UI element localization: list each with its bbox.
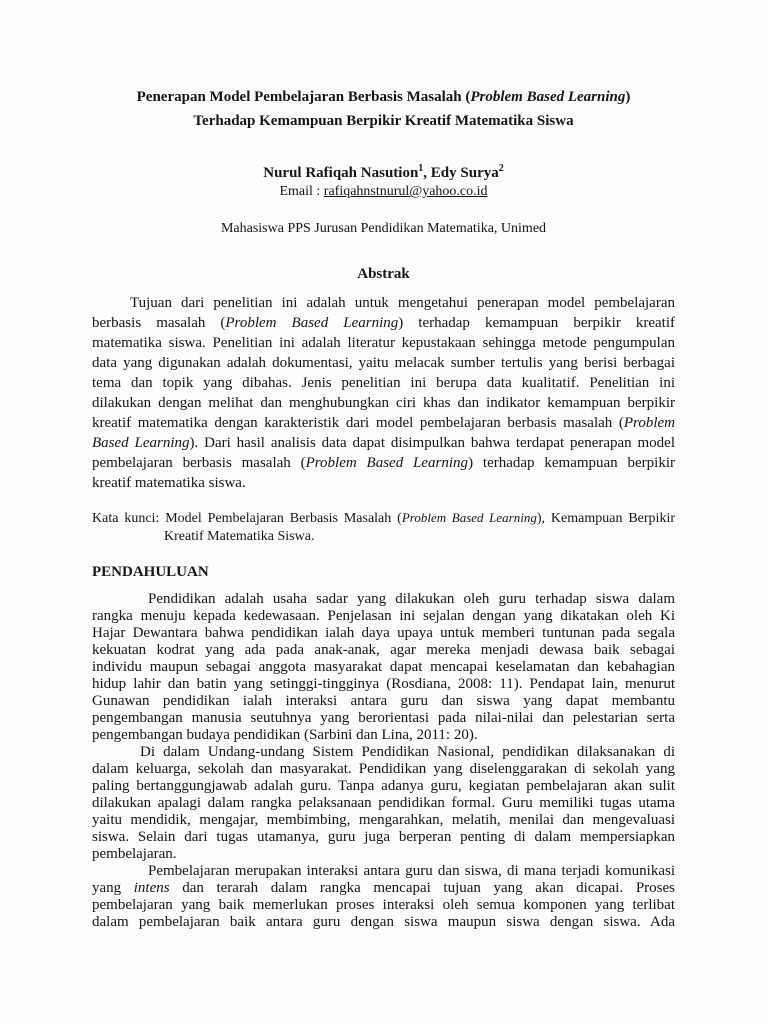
section-body <box>92 591 675 931</box>
body-line <box>92 880 675 897</box>
abstract-line <box>92 393 675 413</box>
text-run: Penerapan Model Pembelajaran Berbasis Masalah ( <box>136 89 471 105</box>
text-run: Pembelajaran merupakan interaksi antara guru dan siswa, di mana terjadi komunikasi <box>148 863 675 879</box>
title-line <box>92 85 675 109</box>
text-run: tema dan topik yang dibahas. Jenis penelitian ini berupa data kualitatif. Penelitian ini <box>92 375 675 391</box>
text-run: Pendidikan adalah usaha sadar yang dilakukan oleh guru terhadap siswa dalam <box>148 591 675 607</box>
body-line <box>92 710 675 727</box>
abstract-line <box>92 473 675 493</box>
text-run: pengembangan budaya pendidikan (Sarbini dan Lina, 2011: 20). <box>92 727 478 743</box>
body-paragraph <box>92 591 675 744</box>
text-run: kreatif matematika dengan karakteristik dari model pembelajaran berbasis masalah ( <box>92 415 624 431</box>
italic-term: Based Learning <box>92 435 190 451</box>
author-line <box>92 164 675 182</box>
author-name: Nurul Rafiqah Nasution <box>263 165 419 181</box>
abstract-line <box>92 453 675 473</box>
italic-term: Problem Based Learning <box>305 455 469 471</box>
body-line <box>92 676 675 693</box>
text-run: individu maupun sebagai anggota masyarakat dapat mencapai keselamatan dan kebahagian <box>92 659 675 675</box>
italic-term: intens <box>133 880 170 896</box>
text-run: pembelajaran berbasis masalah ( <box>92 455 306 471</box>
text-run: Tujuan dari penelitian ini adalah untuk mengetahui penerapan model pembelajaran <box>130 295 675 311</box>
abstract-line <box>92 353 675 373</box>
abstract-heading: Abstrak <box>357 266 410 282</box>
body-line <box>92 727 675 744</box>
body-line <box>92 846 675 863</box>
body-line <box>92 778 675 795</box>
text-run: hidup lahir dan batin yang setinggi-tingginya (Rosdiana, 2008: 11). Pendapat lain, menurut <box>92 676 675 692</box>
text-run: dan terarah dalam rangka mencapai tujuan yang akan dicapai. Proses <box>169 880 675 896</box>
abstract-line <box>92 293 675 313</box>
text-run: Di dalam Undang-undang Sistem Pendidikan Nasional, pendidikan dilaksanakan di <box>140 744 675 760</box>
body-line <box>92 625 675 642</box>
abstract-text <box>92 293 675 493</box>
text-run: Kata kunci: Model Pembelajaran Berbasis Masalah ( <box>92 511 402 526</box>
affiliation-mark: 1 <box>418 163 424 174</box>
abstract-line <box>92 333 675 353</box>
paper-title <box>92 85 675 133</box>
author-separator: , <box>423 165 431 181</box>
text-run: paling bertanggungjawab adalah guru. Tanpa adanya guru, kegiatan pembelajaran akan sulit <box>92 778 675 794</box>
italic-term: Problem Based Learning <box>401 510 537 525</box>
text-run: matematika siswa. Penelitian ini adalah literatur kepustakaan sehingga metode pengumpulan <box>92 335 675 351</box>
title-line <box>92 109 675 133</box>
body-paragraph <box>92 863 675 931</box>
text-run: ). Dari hasil analisis data dapat disimpulkan bahwa terdapat penerapan model <box>189 435 676 451</box>
text-run: Kreatif Matematika Siswa. <box>164 529 315 544</box>
text-run: ) <box>625 89 631 105</box>
body-line <box>92 744 675 761</box>
text-run: dalam keluarga, sekolah dan masyarakat. Pendidikan yang diselenggarakan di sekolah yang <box>92 761 675 777</box>
abstract-line <box>92 413 675 433</box>
text-run: berbasis masalah ( <box>92 315 226 331</box>
text-run: Gunawan pendidikan ialah interaksi antara guru dan siswa yang dapat membantu <box>92 693 675 709</box>
text-run: Hajar Dewantara bahwa pendidikan ialah daya upaya untuk memberi tuntunan pada segala <box>92 625 675 641</box>
body-line <box>92 693 675 710</box>
italic-term: Problem Based Learning <box>470 89 626 105</box>
keywords <box>92 509 675 546</box>
text-run: dilakukan apalagi dalam rangka pelaksanaan pendidikan formal. Guru memiliki tugas utama <box>92 795 675 811</box>
text-run: yaitu mendidik, mengajar, membimbing, mengarahkan, melatih, menilai dan mengevaluasi <box>92 812 675 828</box>
email-link[interactable]: rafiqahnstnurul@yahoo.co.id <box>323 184 488 199</box>
text-run: rangka menuju kepada kedewasaan. Penjelasan ini sejalan dengan yang dikatakan oleh Ki <box>92 608 675 624</box>
section-heading: PENDAHULUAN <box>92 564 209 580</box>
text-run: dalam pembelajaran baik antara guru dengan siswa maupun siswa dengan siswa. Ada <box>92 914 675 930</box>
italic-term: Problem Based Learning <box>225 315 399 331</box>
body-line <box>92 608 675 625</box>
text-run: kekuatan kodrat yang ada pada anak-anak, agar mereka menjadi dewasa baik sebagai <box>92 642 675 658</box>
keywords-line <box>92 528 675 546</box>
text-run: siswa. Selain dari tugas utamanya, guru juga berperan penting di dalam mempersiapkan <box>92 829 675 845</box>
text-run: yang <box>92 880 134 896</box>
affiliation-mark: 2 <box>498 163 504 174</box>
author-name: Edy Surya <box>430 165 499 181</box>
text-run: ), Kemampuan Berpikir <box>536 511 675 526</box>
text-run: pembelajaran yang baik memerlukan proses interaksi oleh semua komponen yang terlibat <box>92 897 675 913</box>
abstract-line <box>92 313 675 333</box>
body-line <box>92 642 675 659</box>
body-line <box>92 795 675 812</box>
italic-term: Problem <box>623 415 675 431</box>
text-run: kreatif matematika siswa. <box>92 475 246 491</box>
author-affiliation: Mahasiswa PPS Jurusan Pendidikan Matematika, Unimed <box>220 221 547 236</box>
body-line <box>92 914 675 931</box>
text-run: dilakukan dengan melihat dan menghubungkan ciri khas dan indikator kemampuan berpikir <box>92 395 675 411</box>
text-run: ) terhadap kemampuan berpikir kreatif <box>398 315 675 331</box>
author-email <box>92 183 675 201</box>
body-line <box>92 659 675 676</box>
text-run: pembelajaran. <box>92 846 177 862</box>
email-label: Email : <box>279 184 324 199</box>
keywords-line <box>92 509 675 528</box>
body-line <box>92 829 675 846</box>
body-line <box>92 897 675 914</box>
body-line <box>92 863 675 880</box>
abstract-line <box>92 373 675 393</box>
body-line <box>92 761 675 778</box>
text-run: Terhadap Kemampuan Berpikir Kreatif Matematika Siswa <box>193 113 574 129</box>
text-run: pengembangan manusia seutuhnya yang berorientasi pada nilai-nilai dan pelestarian serta <box>92 710 675 726</box>
text-run: ) terhadap kemampuan berpikir <box>468 455 676 471</box>
text-run: data yang digunakan adalah dokumentasi, yaitu melacak sumber tertulis yang berisi berbagai <box>92 355 675 371</box>
body-line <box>92 591 675 608</box>
body-line <box>92 812 675 829</box>
abstract-line <box>92 433 675 453</box>
body-paragraph <box>92 744 675 863</box>
